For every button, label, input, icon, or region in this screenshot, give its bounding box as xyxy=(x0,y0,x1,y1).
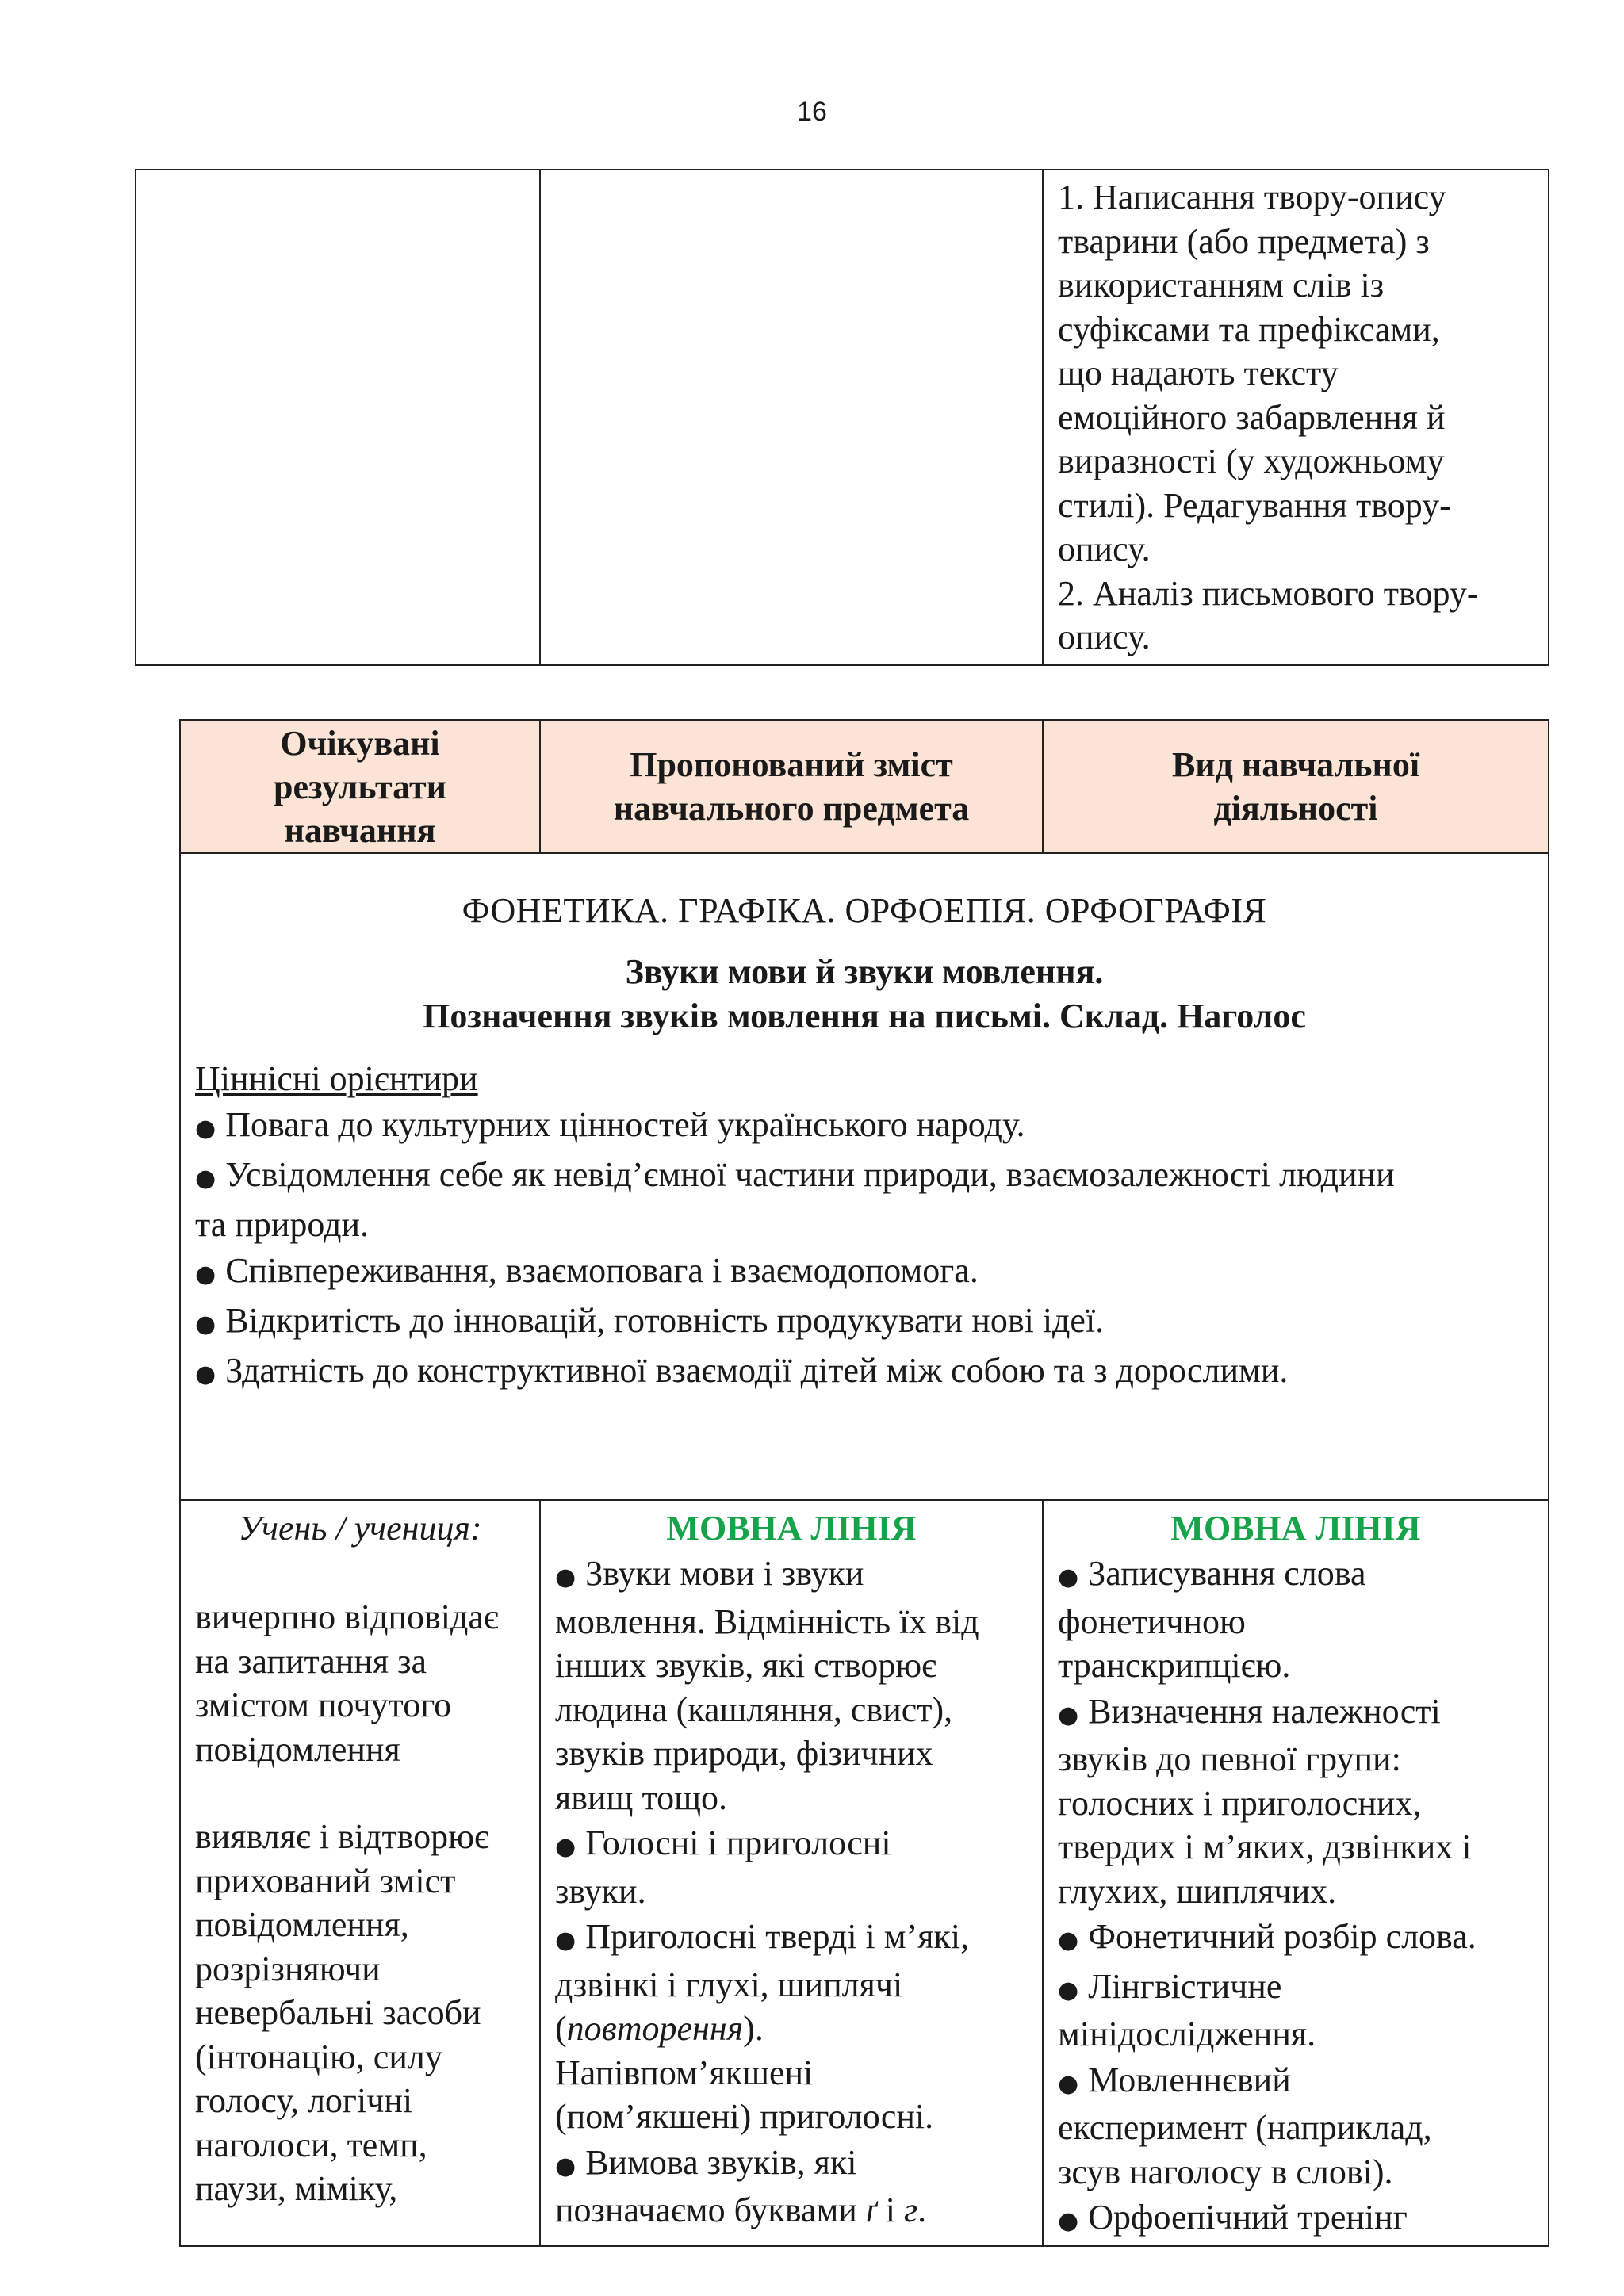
empty-cell xyxy=(540,170,1043,665)
content-row xyxy=(180,1500,1549,2246)
list-item: ● Мовленнєвий експеримент (наприклад, зсув наголосу в слові). xyxy=(1058,2060,1432,2191)
text-line: опису. xyxy=(1058,530,1151,568)
bullet-icon: ● xyxy=(1058,1563,1079,1591)
outcome: виявляє і відтворює прихований зміст повідомлення, розрізняючи невербальні засоби (інтонацію, силу голосу, логічні наголоси, темп, паузи, міміку, xyxy=(195,1817,489,2208)
list-item: ● Повага до культурних цінностей українського народу. xyxy=(195,1105,1025,1144)
bullet-icon: ● xyxy=(1058,2069,1079,2098)
list-item: ● Голосні і приголосні звуки. xyxy=(555,1823,891,1911)
bullet-icon: ● xyxy=(195,1115,216,1142)
list-item: ● Фонетичний розбір слова. xyxy=(1058,1917,1477,1956)
activity-cell xyxy=(1043,1500,1549,2246)
list-item: ● Здатність до конструктивної взаємодії дітей між собою та з дорослими. xyxy=(195,1351,1289,1390)
header-proposed-content: Пропонований зміст навчального предмета xyxy=(540,720,1043,853)
table-row xyxy=(136,170,1549,665)
text-line: стилі). Редагування твору- xyxy=(1058,485,1451,525)
bullet-icon: ● xyxy=(195,1261,216,1288)
text-line: 2. Аналіз письмового твору- xyxy=(1058,573,1479,613)
list-item: ● Приголосні тверді і м’які, дзвінкі і глухі, шиплячі (повторення). Напівпом’якшені (пом’якшені) приголосні. xyxy=(555,1917,970,2136)
activity-cell xyxy=(1043,170,1549,665)
list-item: ● Орфоепічний тренінг xyxy=(1058,2198,1408,2237)
list-item-continuation: та природи. xyxy=(195,1205,370,1244)
page-number: 16 xyxy=(797,97,827,127)
values-list xyxy=(195,1102,1534,1398)
bullet-icon: ● xyxy=(555,1563,576,1591)
text-line: суфіксами та префіксами, xyxy=(1058,309,1440,349)
list-item: ● Записування слова фонетичною транскрипцією. xyxy=(1058,1554,1366,1685)
list-item: ● Усвідомлення себе як невід’ємної частини природи, взаємозалежності людини xyxy=(195,1155,1395,1194)
content-list xyxy=(555,1552,1028,2233)
empty-cell xyxy=(136,170,540,665)
section-row xyxy=(180,853,1549,1500)
bullet-icon: ● xyxy=(1058,1701,1079,1729)
list-item: ● Визначення належності звуків до певної групи: голосних і приголосних, твердих і м’яких, дзвінких і глухих, шиплячих. xyxy=(1058,1691,1472,1911)
bullet-icon: ● xyxy=(555,1833,576,1861)
header-activity-type: Вид навчальної діяльності xyxy=(1043,720,1549,853)
text-line: виразності (у художньому xyxy=(1058,442,1445,480)
bullet-icon: ● xyxy=(195,1360,216,1388)
bullet-icon: ● xyxy=(1058,1976,1079,2004)
list-item: ● Відкритість до інновацій, готовність продукувати нові ідеї. xyxy=(195,1301,1105,1340)
section-cell xyxy=(180,853,1549,1500)
bullet-icon: ● xyxy=(555,2152,576,2180)
bullet-icon: ● xyxy=(195,1165,216,1192)
activity-list xyxy=(1058,1552,1534,2244)
list-item: ● Звуки мови і звуки мовлення. Відмінність їх від інших звуків, які створює людина (кашляння, свист), звуків природи, фізичних явищ тощо. xyxy=(555,1554,979,1817)
text-line: використанням слів із xyxy=(1058,266,1385,304)
values-heading: Ціннісні орієнтири xyxy=(195,1059,478,1098)
text-line: тварини (або предмета) з xyxy=(1058,221,1430,261)
text-line: 1. Написання твору-опису xyxy=(1058,178,1446,216)
bullet-icon: ● xyxy=(195,1311,216,1338)
language-line-title: МОВНА ЛІНІЯ xyxy=(1170,1509,1421,1548)
student-intro: Учень / учениця: xyxy=(238,1509,482,1548)
text-line: опису. xyxy=(1058,618,1151,656)
list-item: ● Лінгвістичне мінідослідження. xyxy=(1058,1966,1316,2053)
language-line-title: МОВНА ЛІНІЯ xyxy=(666,1509,917,1548)
text-line: емоційного забарвлення й xyxy=(1058,397,1446,437)
bullet-icon: ● xyxy=(1058,2207,1079,2235)
section-title: ФОНЕТИКА. ГРАФІКА. ОРФОЕПІЯ. ОРФОГРАФІЯ xyxy=(462,891,1267,930)
outcome: вичерпно відповідає на запитання за змістом почутого повідомлення xyxy=(195,1598,499,1769)
content-cell xyxy=(540,1500,1043,2246)
header-row xyxy=(180,720,1549,853)
section-subtitle: Звуки мови й звуки мовлення. Позначення звуків мовлення на письмі. Склад. Наголос xyxy=(423,952,1306,1035)
list-item: ● Вимова звуків, які позначаємо буквами ґ і г. xyxy=(555,2142,927,2229)
header-expected-results: Очікувані результати навчання xyxy=(180,720,540,853)
bullet-icon: ● xyxy=(555,1927,576,1954)
continuation-table xyxy=(135,169,1549,666)
bullet-icon: ● xyxy=(1058,1927,1079,1954)
curriculum-table xyxy=(179,719,1549,2247)
list-item: ● Співпереживання, взаємоповага і взаємодопомога. xyxy=(195,1251,979,1290)
text-line: що надають тексту xyxy=(1058,354,1339,392)
expected-results-cell xyxy=(180,1500,540,2246)
